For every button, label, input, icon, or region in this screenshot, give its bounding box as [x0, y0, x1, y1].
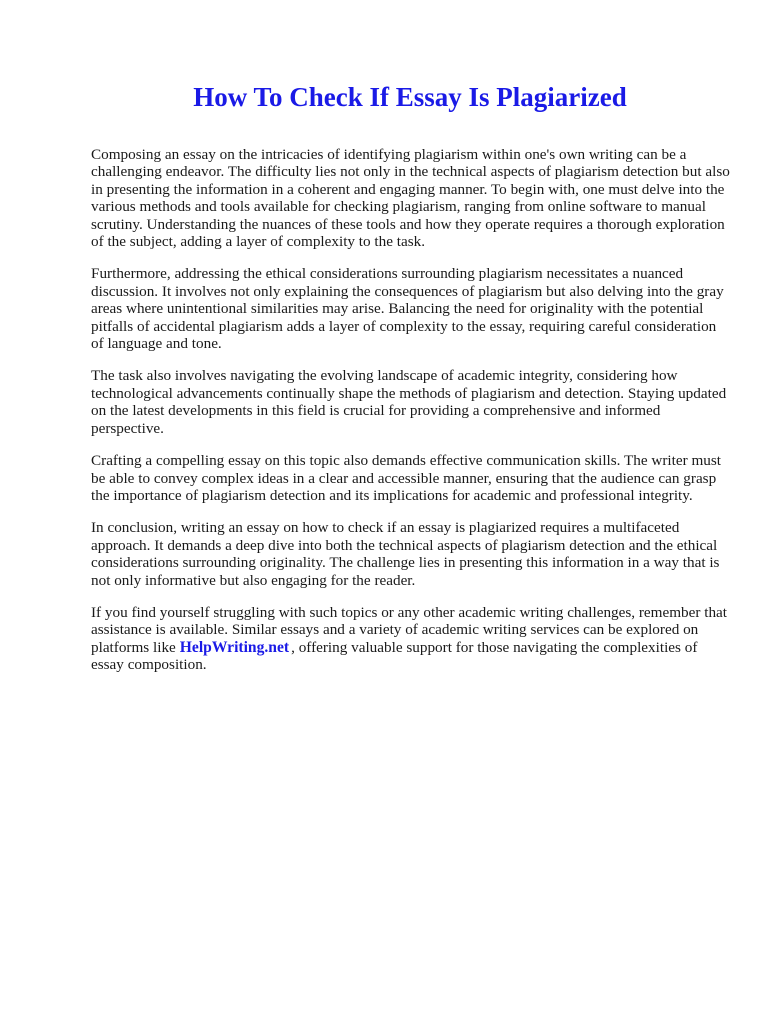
paragraph-6-text-after: , offering valuable support for those navigating the complexities of essay composition. — [91, 638, 698, 674]
helpwriting-link[interactable]: HelpWriting.net — [179, 638, 290, 656]
paragraph-6-text-before: If you find yourself struggling with such topics or any other academic writing challenges, remember that assistance is available. Similar essays and a variety of academic writing services can be explored on platforms like — [91, 603, 728, 656]
paragraph-5: In conclusion, writing an essay on how to check if an essay is plagiarized requires a multifaceted approach. It demands a deep dive into both the technical aspects of plagiarism detection and the ethical considerations surrounding originality. The challenge lies in presenting this information in a way that is not only informative but also engaging for the reader. — [91, 519, 720, 589]
paragraph-2: Furthermore, addressing the ethical considerations surrounding plagiarism necessitates a nuanced discussion. It involves not only explaining the consequences of plagiarism but also delving into the gray areas where unintentional similarities may arise. Balancing the need for originality with the potential pitfalls of accidental plagiarism adds a layer of complexity to the essay, requiring careful consideration of language and tone. — [91, 265, 724, 353]
essay-body — [91, 146, 731, 689]
paragraph-6 — [91, 604, 731, 674]
paragraph-4: Crafting a compelling essay on this topic also demands effective communication skills. The writer must be able to convey complex ideas in a clear and accessible manner, ensuring that the audience can grasp the importance of plagiarism detection and its implications for academic and professional integrity. — [91, 452, 722, 504]
paragraph-3: The task also involves navigating the evolving landscape of academic integrity, considering how technological advancements continually shape the methods of plagiarism and detection. Staying updated on the latest developments in this field is crucial for providing a comprehensive and informed perspective. — [91, 367, 727, 437]
page-title: How To Check If Essay Is Plagiarized — [193, 82, 627, 112]
paragraph-1: Composing an essay on the intricacies of identifying plagiarism within one's own writing can be a challenging endeavor. The difficulty lies not only in the technical aspects of plagiarism detection but also in presenting the information in a coherent and engaging manner. To begin with, one must delve into the various methods and tools available for checking plagiarism, ranging from online software to manual scrutiny. Understanding the nuances of these tools and how they operate requires a thorough exploration of the subject, adding a layer of complexity to the task. — [91, 146, 730, 251]
